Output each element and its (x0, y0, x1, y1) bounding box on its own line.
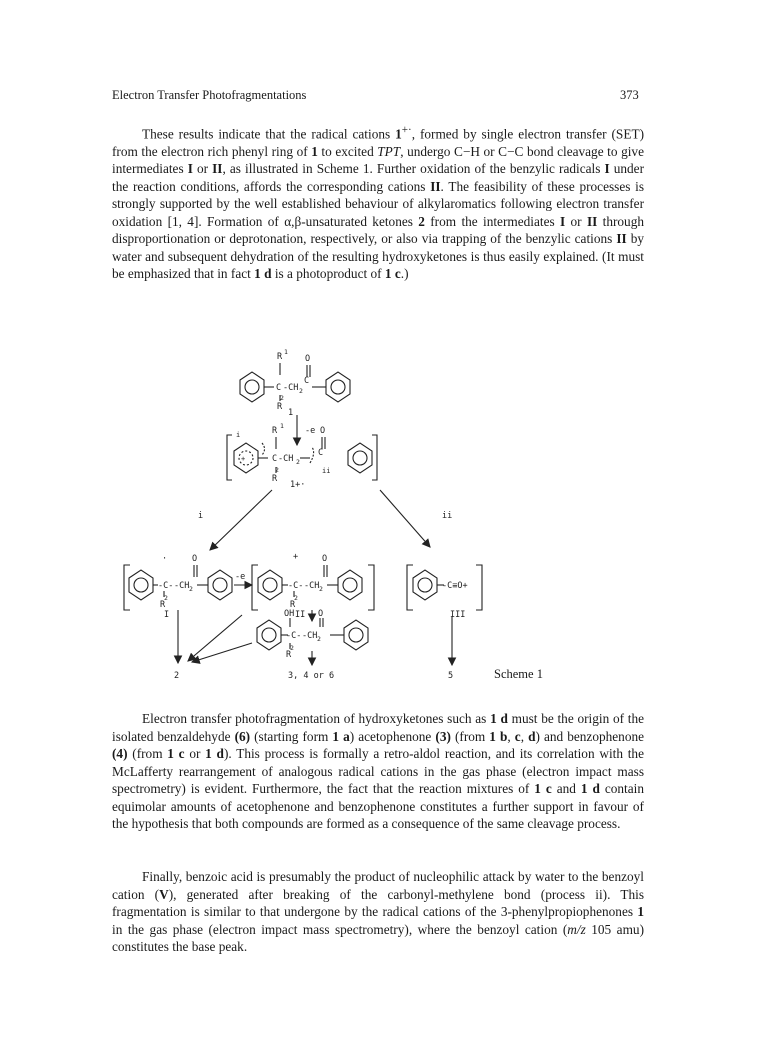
text-run: 1 c (384, 266, 401, 282)
text-run: (from (127, 746, 168, 761)
text-run: 1 d (580, 781, 600, 796)
ch2-label: -C- (158, 581, 174, 591)
process-i-label: i (198, 511, 204, 521)
text-run: , undergo C−H or C−C bond cleavage to give intermediates (112, 143, 644, 177)
r2-label: R (272, 474, 278, 484)
benzene-ring (331, 380, 345, 394)
text-run: or (184, 746, 206, 761)
text-run: , (520, 728, 529, 744)
carbonyl-carbon-label: C (304, 376, 310, 386)
text-run: ), generated after breaking of the carbonyl-methylene bond (process ii). This fragmentation is similar to that undergone by the radical cations of the 3-phenylpropiophenones (112, 886, 644, 919)
text-run: I (604, 161, 610, 177)
ch2-label: -CH (278, 454, 294, 464)
text-run: II (212, 161, 223, 177)
compound-1-label: 1 (288, 408, 294, 418)
page-number: 373 (620, 88, 639, 102)
text-run: . The feasibility of these processes is strongly supported by the well established behaviour of alkylaromatics following electron transfer oxidation [1, 4]. Formation of α,β-unsaturated ketones (112, 178, 644, 229)
r2-superscript: 2 (294, 594, 298, 602)
paragraph-2 (112, 710, 644, 833)
benzene-ring (263, 578, 277, 592)
text-run: and (551, 781, 581, 796)
radical-dot: · (162, 554, 168, 564)
benzene-ring (208, 570, 232, 600)
r2-superscript: 2 (164, 594, 168, 602)
ch2-label: -CH (302, 631, 318, 641)
r1-superscript: 1 (280, 422, 284, 430)
benzene-ring (257, 620, 281, 650)
text-run: m/z (567, 921, 586, 937)
text-run: 1 (395, 126, 402, 142)
ch2-subscript: 2 (299, 387, 303, 395)
benzoyl-cation-label: -C≡O+ (442, 581, 468, 591)
text-run: I (560, 213, 566, 229)
text-run: or (565, 213, 587, 229)
text-run: TPT (377, 143, 401, 159)
text-run: contain equimolar amounts of acetophenone and benzophenone constitutes a further support in favour of the hypothesis that both compounds are formed as a consequence of the same cleavage process. (112, 781, 644, 831)
r1-label: R (277, 352, 283, 362)
benzene-ring (258, 570, 282, 600)
products-3-4-6-label: 3, 4 or 6 (288, 671, 335, 681)
scheme-caption: Scheme 1 (494, 667, 543, 681)
benzene-ring (134, 578, 148, 592)
text-run: 1 d (254, 266, 272, 282)
benzene-ring (413, 570, 437, 600)
paragraph-3 (112, 868, 644, 956)
benzene-ring (262, 628, 276, 642)
oxygen-label: O (305, 354, 311, 364)
r2-superscript: 2 (280, 394, 284, 402)
text-run: ) and benzophenone (535, 728, 645, 744)
text-run: 1 (637, 904, 644, 919)
text-run: Finally, benzoic acid is presumably the product of nucleophilic attack by water to the benzoyl cation ( (112, 869, 644, 902)
text-run: (6) (234, 728, 251, 744)
text-run: 1 b (489, 728, 508, 744)
carbonyl-carbon-label: C (318, 448, 324, 458)
cation-plus: + (293, 552, 299, 562)
benzene-ring (245, 380, 259, 394)
r2-label: R (286, 650, 292, 660)
ch2-subscript: 2 (189, 585, 193, 593)
text-run: 1 d (490, 711, 508, 726)
process-ii-label-small: ii (322, 467, 331, 475)
benzene-ring (344, 620, 368, 650)
intermediate-II-label: II (295, 610, 306, 620)
ch2-subscript: 2 (296, 458, 300, 466)
product-5-label: 5 (448, 671, 454, 681)
text-run: ). This process is formally a retro-aldol reaction, and its correlation with the McLafferty rearrangement of analogous radical cations in the gas phase (electron impact mass spectrometry) is evident. Furthermore, the fact that the reaction mixtures of (112, 746, 644, 796)
benzene-ring (418, 578, 432, 592)
benzene-ring (348, 443, 372, 473)
text-run: c (514, 728, 521, 744)
text-run: II (586, 213, 598, 229)
text-run: (from (450, 728, 490, 744)
text-run: I (187, 161, 193, 177)
benzene-ring (234, 443, 258, 473)
carbon-label: C (272, 454, 278, 464)
text-run: from the intermediates (424, 213, 560, 229)
compound-1-radical-cation-label: 1+· (290, 480, 306, 490)
r2-label: R (290, 600, 296, 610)
text-run: must be the origin of the isolated benzaldehyde (112, 711, 644, 744)
text-run: +· (401, 124, 412, 136)
oxygen-label: O (322, 554, 328, 564)
ch2-label: -CH (304, 581, 320, 591)
benzene-ring (338, 570, 362, 600)
oxygen-label: O (318, 609, 324, 619)
minus-e-label: -e (235, 572, 246, 582)
benzene-ring (343, 578, 357, 592)
text-run: V (159, 886, 169, 902)
text-run: by water and subsequent dehydration of the resulting hydroxyketones is thus easily explained. (It must be emphasized that in fact (112, 231, 644, 282)
text-run: d (528, 728, 536, 744)
text-run: (starting form (250, 728, 333, 744)
text-run: (3) (435, 728, 451, 744)
r2-superscript: 2 (275, 466, 279, 474)
running-title: Electron Transfer Photofragmentations (112, 88, 307, 102)
radical-cation-symbol: + (241, 455, 246, 463)
text-run: , as illustrated in Scheme 1. Further oxidation of the benzylic radicals (222, 161, 605, 177)
benzene-ring (353, 451, 367, 465)
r2-superscript: 2 (290, 644, 294, 652)
text-run: 2 (418, 213, 425, 229)
text-run: ) acetophenone (349, 728, 436, 744)
ch2-label: -C- (286, 631, 302, 641)
r1-superscript: 1 (284, 348, 288, 356)
benzene-ring (326, 372, 350, 402)
ch2-label: -C- (288, 581, 304, 591)
text-run: or (192, 161, 213, 177)
text-run: is a photoproduct of (271, 266, 385, 282)
text-run: 1 (311, 143, 318, 159)
minus-e-label: -e (305, 426, 316, 436)
carbon-label: C (276, 383, 282, 393)
benzene-ring (349, 628, 363, 642)
paragraph-1 (112, 122, 644, 283)
text-run: 1 a (332, 728, 350, 744)
ch2-label: -CH (174, 581, 190, 591)
ch2-subscript: 2 (317, 635, 321, 643)
r1-label: R (272, 426, 278, 436)
intermediate-I-label: I (164, 610, 170, 620)
text-run: through disproportionation or deprotonation, respectively, or also via trapping of the benzylic cations (112, 213, 644, 247)
text-run: in the gas phase (electron impact mass spectrometry), where the benzoyl cation ( (112, 921, 568, 937)
text-run: These results indicate that the radical cations (142, 126, 396, 142)
text-run: .) (400, 266, 409, 282)
product-2-label: 2 (174, 671, 180, 681)
process-ii-label: ii (442, 511, 453, 521)
process-i-label-small: i (236, 431, 241, 439)
r2-label: R (277, 402, 283, 412)
text-run: 105 amu) constitutes the base peak. (112, 921, 644, 954)
text-run: , (507, 728, 515, 744)
benzene-ring (240, 372, 264, 402)
oxygen-label: O (320, 426, 326, 436)
text-run: II (430, 178, 441, 194)
benzene-ring (129, 570, 153, 600)
text-run: Electron transfer photofragmentation of hydroxyketones such as (142, 711, 491, 726)
text-run: to excited (317, 143, 378, 159)
oxygen-label: O (192, 554, 198, 564)
text-run: 1 c (167, 746, 185, 761)
text-run: II (616, 231, 627, 247)
text-run: 1 d (205, 746, 224, 761)
r2-label: R (160, 600, 166, 610)
benzene-ring (213, 578, 227, 592)
hydroxyl-label: OH (284, 609, 295, 619)
text-run: (4) (112, 746, 128, 761)
text-run: under the reaction conditions, affords the corresponding cations (112, 161, 644, 194)
intermediate-III-label: III (450, 610, 466, 620)
ch2-label: -CH (283, 383, 299, 393)
text-run: , formed by single electron transfer (SET) from the electron rich phenyl ring of (112, 126, 644, 159)
ch2-subscript: 2 (319, 585, 323, 593)
text-run: 1 c (534, 781, 552, 796)
scheme-1 (112, 325, 612, 685)
